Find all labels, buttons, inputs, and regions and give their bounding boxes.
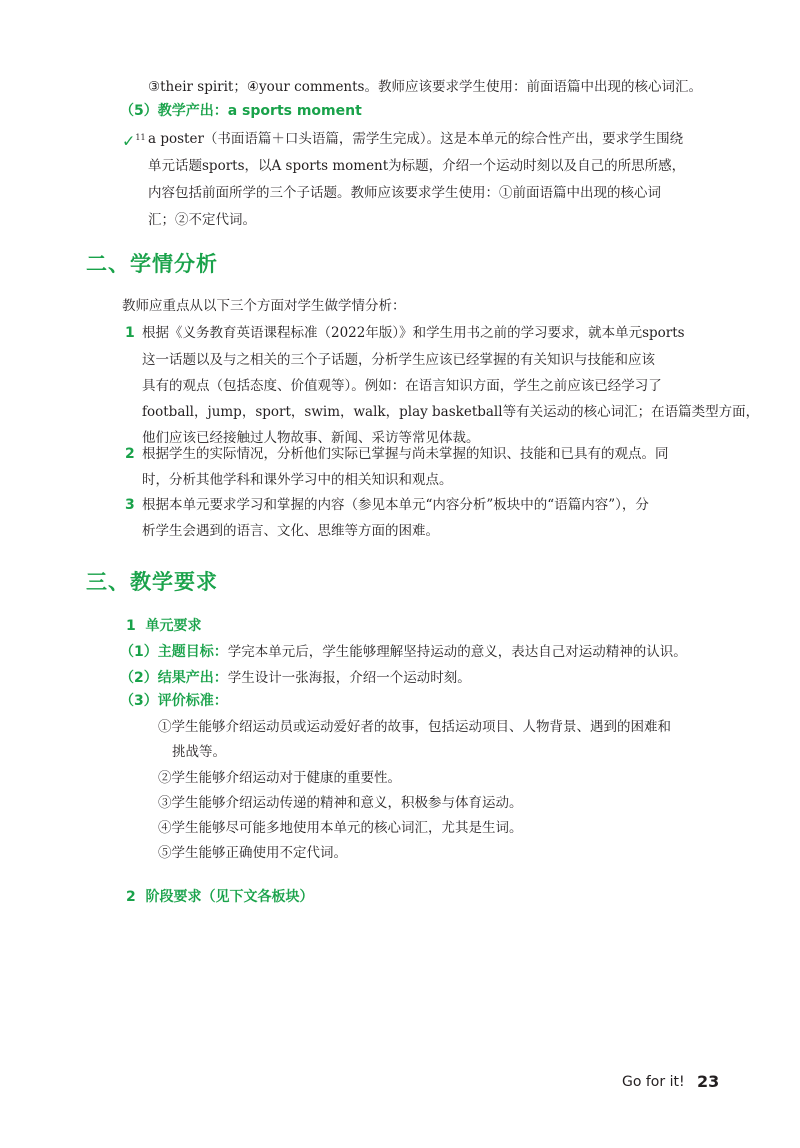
output-para-line-4: 汇；②不定代词。 — [148, 212, 256, 228]
footnote-marker: 11 — [135, 133, 146, 142]
continuation-line: ③their spirit；④your comments。教师应该要求学生使用：前面语篇中出现的核心词汇。 — [148, 79, 702, 95]
item-1-line-4: football，jump，sport，swim，walk，play basketball等有关运动的核心词汇；在语篇类型方面， — [142, 404, 760, 420]
subsection-5-heading: （5）教学产出：a sports moment — [120, 103, 362, 119]
output-para-line-1: a poster（书面语篇＋口头语篇，需学生完成）。这是本单元的综合性产出，要求学生围绕 — [148, 131, 684, 147]
requirement-2-label: （2）结果产出： — [120, 670, 228, 686]
item-2-line-1: 根据学生的实际情况，分析他们实际已掌握与尚未掌握的知识、技能和已具有的观点。同 — [142, 446, 669, 462]
section-3-heading: 三、教学要求 — [86, 570, 218, 594]
requirement-2-text: 学生设计一张海报，介绍一个运动时刻。 — [227, 670, 471, 686]
requirement-1-text: 学完本单元后，学生能够理解坚持运动的意义，表达自己对运动精神的认识。 — [227, 644, 687, 660]
requirement-1-label: （1）主题目标： — [120, 644, 228, 660]
requirement-1-row — [120, 637, 687, 666]
output-para-line-2: 单元话题sports，以A sports moment为标题，介绍一个运动时刻以及自己的所思所感， — [148, 158, 686, 174]
criterion-4: ④学生能够尽可能多地使用本单元的核心词汇，尤其是生词。 — [158, 820, 523, 836]
stage-requirements-heading: 2 阶段要求（见下文各板块） — [126, 889, 314, 905]
criterion-5: ⑤学生能够正确使用不定代词。 — [158, 845, 347, 861]
item-3-line-1: 根据本单元要求学习和掌握的内容（参见本单元“内容分析”板块中的“语篇内容”），分 — [142, 497, 649, 513]
output-para-line-3: 内容包括前面所学的三个子话题。教师应该要求学生使用：①前面语篇中出现的核心词 — [148, 185, 661, 201]
criterion-3: ③学生能够介绍运动传递的精神和意义，积极参与体育运动。 — [158, 795, 523, 811]
criterion-2: ②学生能够介绍运动对于健康的重要性。 — [158, 770, 401, 786]
item-3-line-2: 析学生会遇到的语言、文化、思维等方面的困难。 — [142, 523, 439, 539]
section-2-intro: 教师应重点从以下三个方面对学生做学情分析： — [122, 298, 406, 314]
criterion-1-line-2: 挑战等。 — [172, 744, 226, 760]
item-1-line-1: 根据《义务教育英语课程标准（2022年版）》和学生用书之前的学习要求，就本单元sports — [142, 325, 685, 341]
unit-requirements-heading: 1 单元要求 — [126, 618, 202, 634]
page-number: 23 — [697, 1072, 720, 1091]
item-1-line-5: 他们应该已经接触过人物故事、新闻、采访等常见体裁。 — [142, 430, 480, 446]
item-2-line-2: 时，分析其他学科和课外学习中的相关知识和观点。 — [142, 472, 453, 488]
item-1-number: 1 — [125, 325, 135, 341]
book-title-footer: Go for it! — [622, 1074, 685, 1090]
item-2-number: 2 — [125, 446, 135, 462]
item-3-number: 3 — [125, 497, 135, 513]
section-2-heading: 二、学情分析 — [86, 252, 218, 276]
criterion-1-line-1: ①学生能够介绍运动员或运动爱好者的故事，包括运动项目、人物背景、遇到的困难和 — [158, 719, 671, 735]
requirement-3-label: （3）评价标准： — [120, 693, 228, 709]
item-1-line-2: 这一话题以及与之相关的三个子话题，分析学生应该已经掌握的有关知识与技能和应该 — [142, 352, 655, 368]
item-1-line-3: 具有的观点（包括态度、价值观等）。例如：在语言知识方面，学生之前应该已经学习了 — [142, 378, 662, 394]
checkmark-icon: ✓$^{11}$ — [122, 131, 146, 151]
